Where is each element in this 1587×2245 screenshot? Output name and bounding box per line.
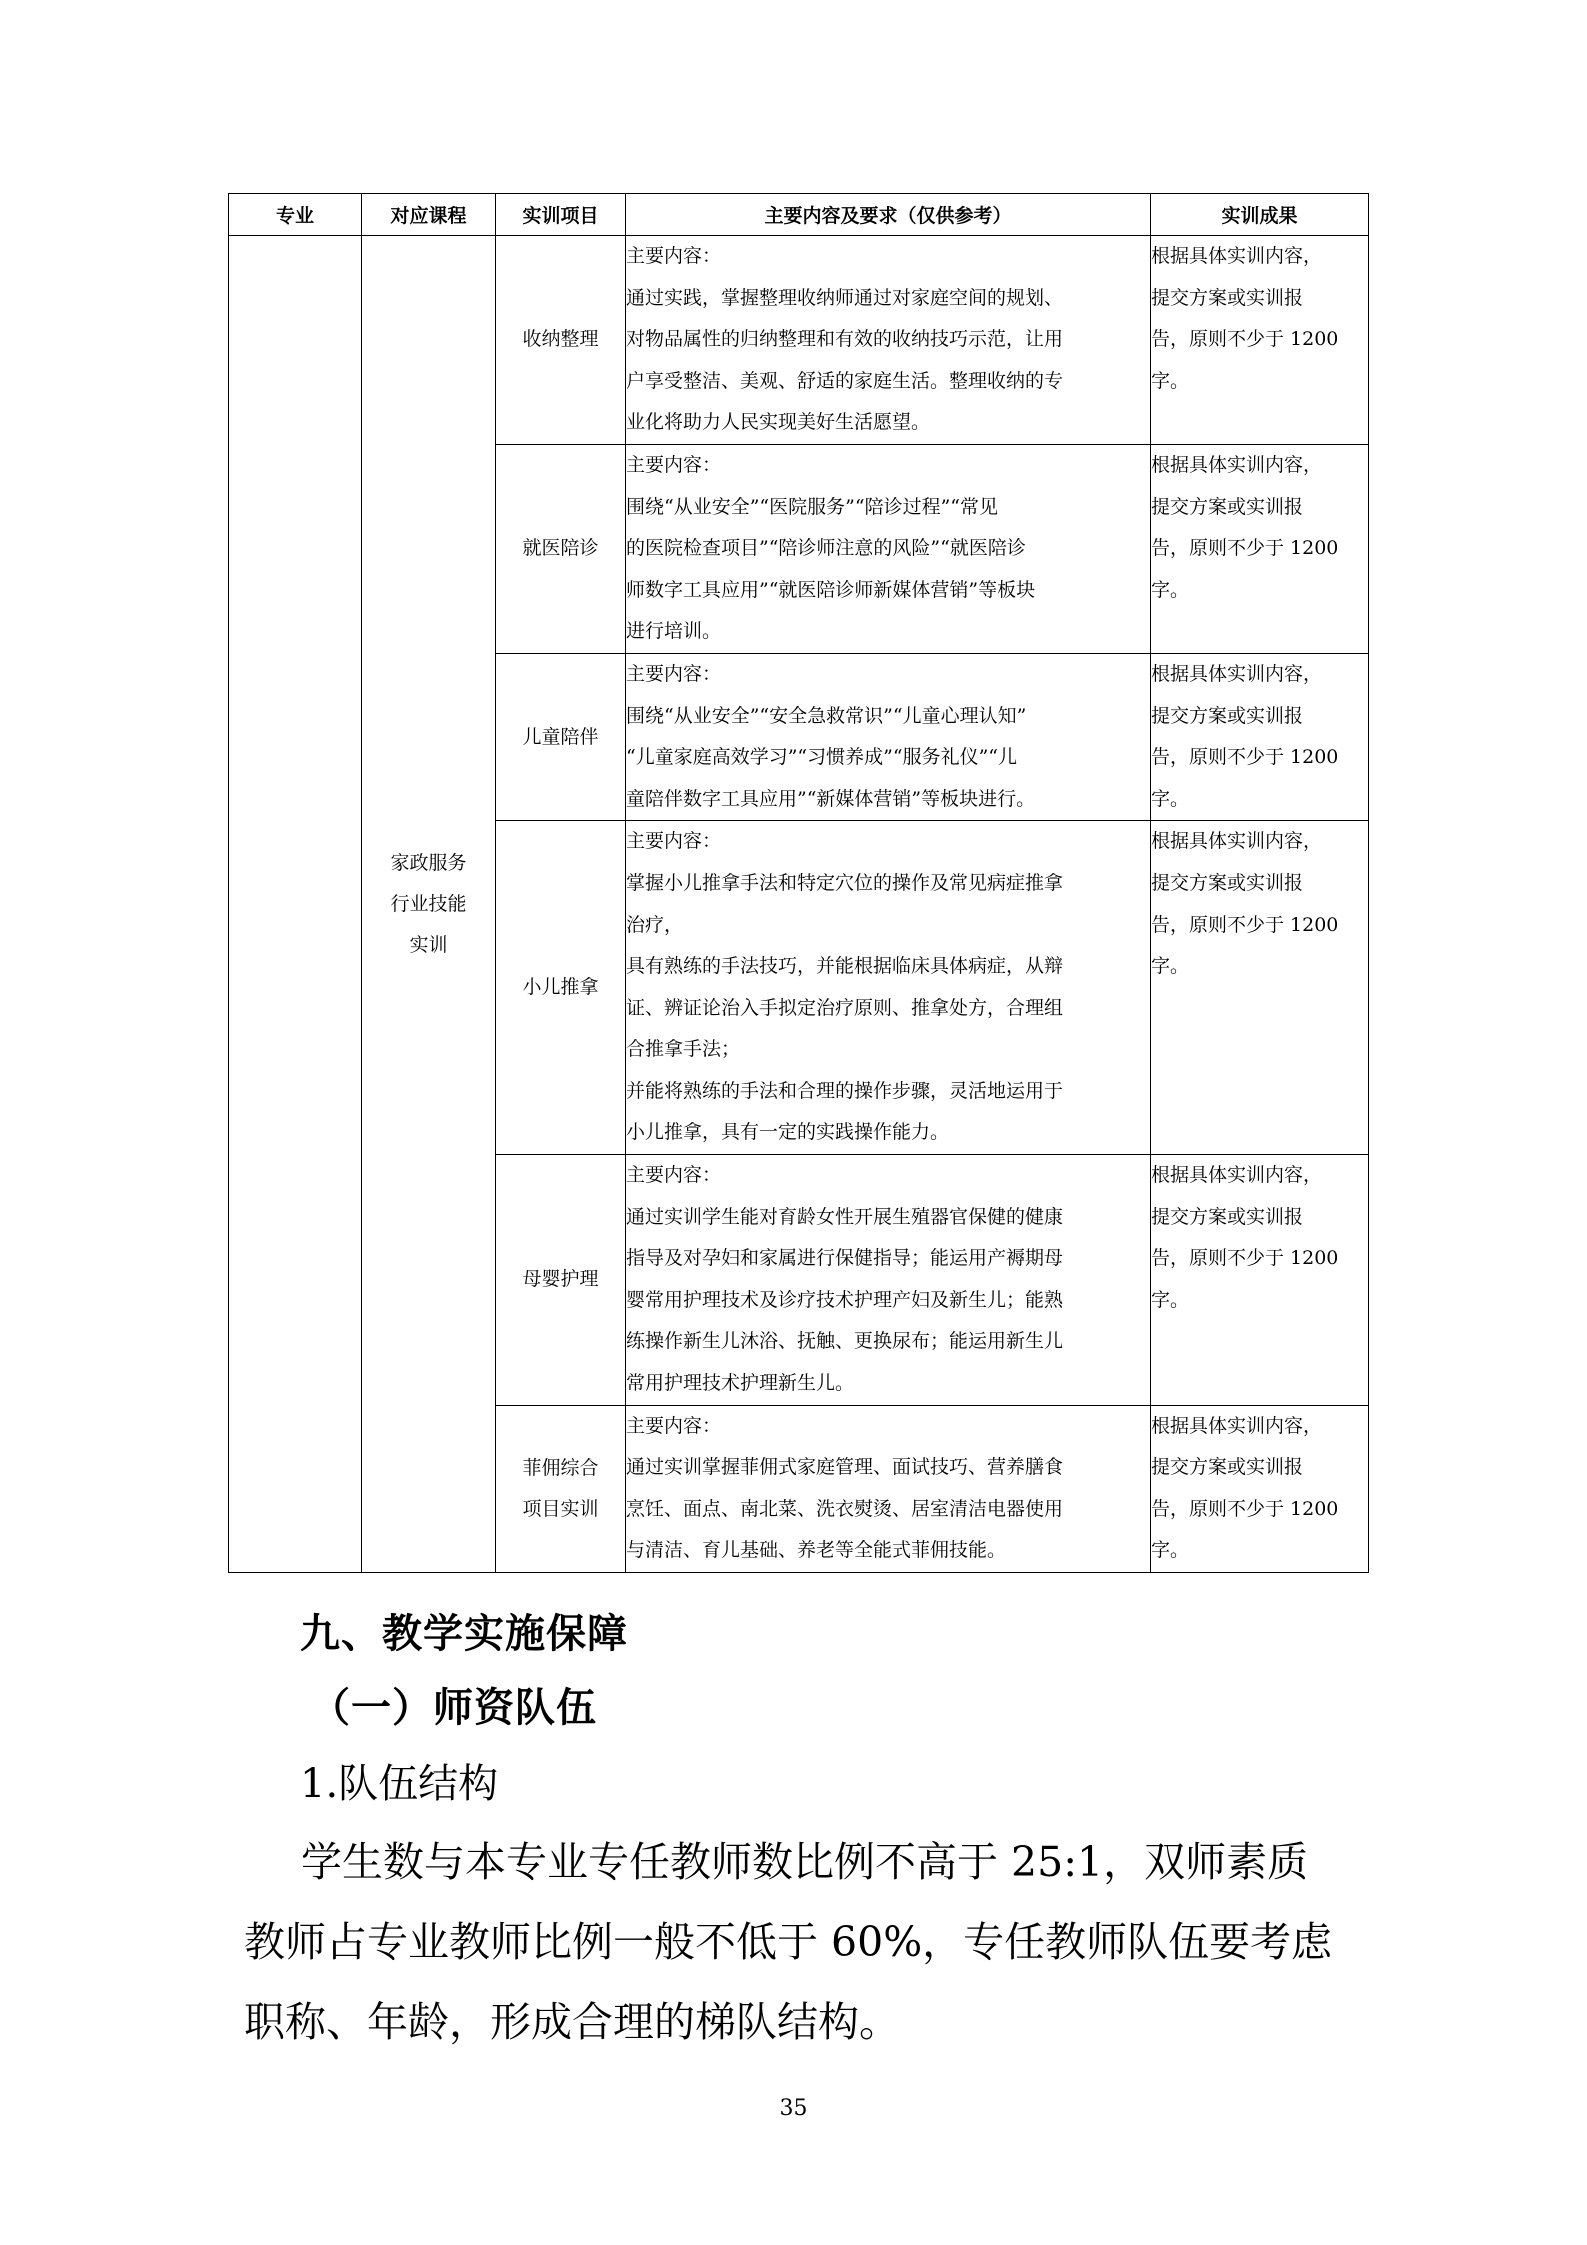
project-line: 就医陪诊 [522,537,599,560]
result-line: 字。 [1151,787,1190,810]
result-line: 根据具体实训内容， [1151,453,1323,476]
header-major: 专业 [229,194,362,236]
project-cell [496,821,626,1155]
content-cell [626,653,1151,820]
header-project: 实训项目 [496,194,626,236]
result-line: 提交方案或实训报 [1151,1205,1304,1228]
result-cell [1151,821,1369,1155]
body-line: 教师占专业教师比例一般不低于 60%，专任教师队伍要考虑 [244,1918,1333,1966]
project-cell [496,236,626,445]
content-line: “儿童家庭高效学习”“习惯养成”“服务礼仪”“儿 [626,746,1017,769]
content-line: 通过实训学生能对育龄女性开展生殖器官保健的健康 [626,1205,1064,1228]
content-line: 并能将熟练的手法和合理的操作步骤，灵活地运用于 [626,1079,1064,1102]
project-cell [496,1405,626,1572]
project-line: 菲佣综合 [522,1456,599,1479]
table-row [229,236,1369,445]
course-cell [362,236,496,1573]
project-cell [496,1155,626,1406]
content-line: 主要内容： [626,830,722,853]
course-line: 实训 [409,933,448,956]
result-cell [1151,653,1369,820]
content-line: 围绕“从业安全”“安全急救常识”“儿童心理认知” [626,704,1027,727]
header-course: 对应课程 [362,194,496,236]
table-header-row [229,194,1369,236]
project-line: 小儿推拿 [522,976,599,999]
project-cell [496,653,626,820]
content-line: 主要内容： [626,453,722,476]
result-line: 提交方案或实训报 [1151,495,1304,518]
project-line: 项目实训 [522,1497,599,1520]
result-cell [1151,236,1369,445]
training-table [228,193,1369,1573]
content-line: 指导及对孕妇和家属进行保健指导；能运用产褥期母 [626,1247,1064,1270]
result-line: 告，原则不少于 1200 [1151,746,1339,769]
result-line: 提交方案或实训报 [1151,871,1304,894]
result-line: 字。 [1151,369,1190,392]
major-cell [229,236,362,1573]
content-line: 烹饪、面点、南北菜、洗衣熨烫、居室清洁电器使用 [626,1497,1064,1520]
content-line: 治疗， [626,913,684,936]
result-line: 根据具体实训内容， [1151,1164,1323,1187]
result-line: 告，原则不少于 1200 [1151,537,1339,560]
content-cell [626,444,1151,653]
result-line: 字。 [1151,578,1190,601]
content-line: 练操作新生儿沐浴、抚触、更换尿布；能运用新生儿 [626,1330,1064,1353]
section-title: 九、教学实施保障 [300,1611,628,1657]
result-line: 告，原则不少于 1200 [1151,328,1339,351]
result-cell [1151,444,1369,653]
content-cell [626,1405,1151,1572]
content-line: 业化将助力人民实现美好生活愿望。 [626,411,931,434]
body-line: 学生数与本专业专任教师数比例不高于 25:1，双师素质 [301,1838,1309,1886]
content-line: 主要内容： [626,245,722,267]
content-line: 的医院检查项目”“陪诊师注意的风险”“就医陪诊 [626,537,1026,560]
result-line: 根据具体实训内容， [1151,830,1323,853]
content-line: 通过实践，掌握整理收纳师通过对家庭空间的规划、 [626,286,1064,309]
result-line: 字。 [1151,1539,1190,1562]
result-line: 告，原则不少于 1200 [1151,1497,1339,1520]
content-line: 合推拿手法； [626,1038,741,1061]
content-line: 主要内容： [626,1164,722,1187]
content-line: 常用护理技术护理新生儿。 [626,1372,855,1395]
content-line: 小儿推拿，具有一定的实践操作能力。 [626,1121,950,1144]
result-cell [1151,1155,1369,1406]
content-line: 婴常用护理技术及诊疗技术护理产妇及新生儿；能熟 [626,1288,1064,1311]
content-cell [626,1155,1151,1406]
item-title: 1.队伍结构 [300,1761,499,1807]
table-body [229,236,1369,1573]
content-line: 户享受整洁、美观、舒适的家庭生活。整理收纳的专 [626,369,1064,392]
content-cell [626,236,1151,445]
result-cell [1151,1405,1369,1572]
body-paragraph [244,1822,1364,2062]
result-line: 提交方案或实训报 [1151,1456,1304,1479]
content-line: 师数字工具应用”“就医陪诊师新媒体营销”等板块 [626,578,1036,601]
course-line: 家政服务 [390,851,467,874]
result-line: 根据具体实训内容， [1151,662,1323,685]
content-line: 进行培训。 [626,620,722,643]
content-line: 与清洁、育儿基础、养老等全能式菲佣技能。 [626,1539,1007,1562]
project-line: 母婴护理 [522,1268,599,1291]
header-result: 实训成果 [1151,194,1369,236]
header-content: 主要内容及要求（仅供参考） [626,194,1151,236]
result-line: 提交方案或实训报 [1151,286,1304,309]
result-line: 根据具体实训内容， [1151,245,1323,267]
content-line: 通过实训掌握菲佣式家庭管理、面试技巧、营养膳食 [626,1456,1064,1479]
result-line: 告，原则不少于 1200 [1151,1247,1339,1270]
project-line: 儿童陪伴 [522,725,599,748]
course-line: 行业技能 [390,892,467,915]
result-line: 字。 [1151,1288,1190,1311]
project-cell [496,444,626,653]
content-line: 掌握小儿推拿手法和特定穴位的操作及常见病症推拿 [626,871,1064,894]
content-line: 对物品属性的归纳整理和有效的收纳技巧示范，让用 [626,328,1064,351]
project-line: 收纳整理 [522,328,599,351]
subsection-title: （一）师资队伍 [310,1685,597,1731]
content-line: 证、辨证论治入手拟定治疗原则、推拿处方，合理组 [626,996,1064,1019]
content-line: 主要内容： [626,662,722,685]
result-line: 根据具体实训内容， [1151,1414,1323,1437]
content-line: 童陪伴数字工具应用”“新媒体营销”等板块进行。 [626,787,1036,810]
result-line: 提交方案或实训报 [1151,704,1304,727]
content-line: 具有熟练的手法技巧，并能根据临床具体病症，从辩 [626,955,1064,978]
result-line: 字。 [1151,955,1190,978]
result-line: 告，原则不少于 1200 [1151,913,1339,936]
content-cell [626,821,1151,1155]
content-line: 围绕“从业安全”“医院服务”“陪诊过程”“常见 [626,495,998,518]
content-line: 主要内容： [626,1414,722,1437]
page-number: 35 [779,2096,808,2121]
body-line: 职称、年龄，形成合理的梯队结构。 [244,1998,900,2046]
